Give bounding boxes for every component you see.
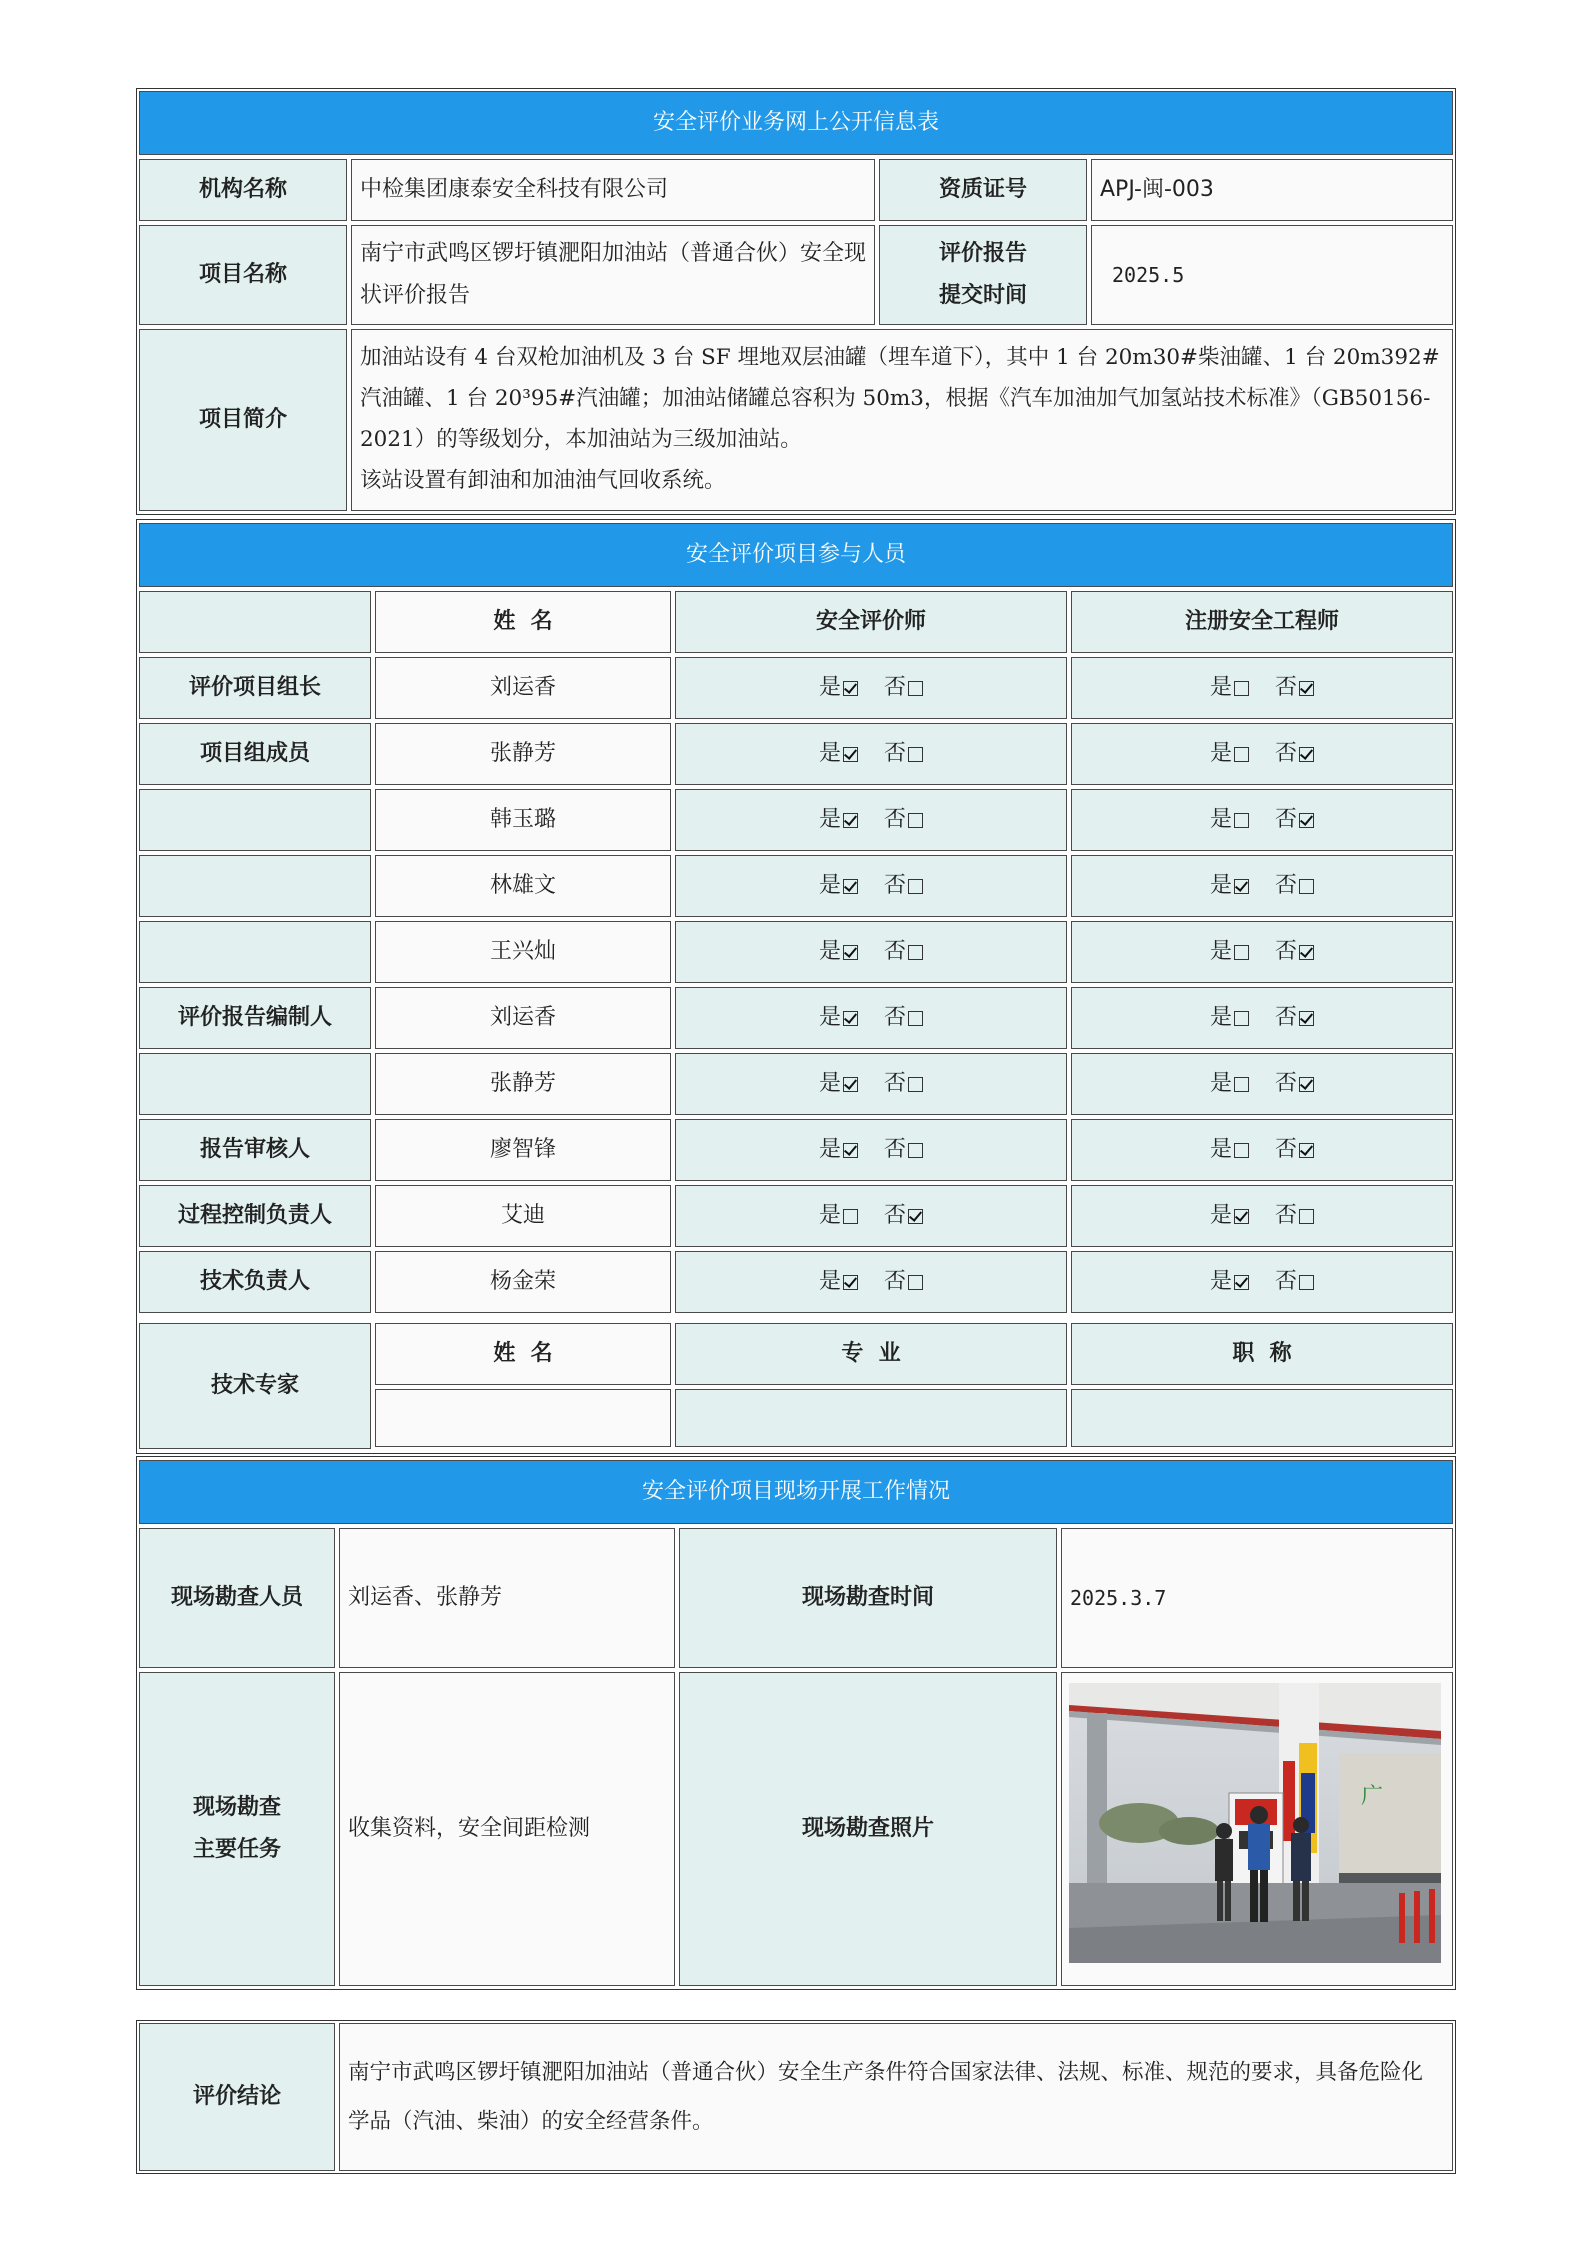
evaluator-5-yes-option [819,1000,858,1035]
engineer-5-no-text: 否 [1275,1005,1298,1031]
engineer-7-yes-option [1210,1132,1249,1167]
engineer-2-yes-text: 是 [1209,807,1232,833]
submit-time-label [879,225,1087,325]
cert-number-label: 资质证号 [879,159,1087,221]
engineer-8-no-checkbox-icon [1299,1209,1314,1224]
participant-role-cell: 技术负责人 [139,1251,371,1313]
evaluator-7-yes-checkbox-icon [843,1143,858,1158]
engineer-4-no-option [1275,934,1314,969]
evaluator-4-no-checkbox-icon [908,945,923,960]
engineer-3-no-text: 否 [1275,873,1298,899]
participant-role-cell: 过程控制负责人 [139,1185,371,1247]
engineer-3-yes-text: 是 [1209,873,1232,899]
participants-header-engineer: 注册安全工程师 [1071,591,1453,653]
engineer-0-no-checkbox-icon [1299,681,1314,696]
engineer-4-yes-checkbox-icon [1234,945,1249,960]
participant-evaluator-cell [675,1251,1067,1313]
evaluator-2-yes-text: 是 [818,807,841,833]
engineer-5-no-option [1275,1000,1314,1035]
engineer-6-no-checkbox-icon [1299,1077,1314,1092]
gas-station-photo-illustration [1069,1683,1441,1963]
conclusion-section [136,2020,1456,2174]
site-task-label-line1: 现场勘查 [192,1794,281,1821]
evaluator-5-no-option [884,1000,923,1035]
engineer-5-yes-text: 是 [1209,1005,1232,1031]
evaluator-9-no-text: 否 [884,1269,907,1295]
evaluator-0-no-text: 否 [884,675,907,701]
engineer-1-no-text: 否 [1275,741,1298,767]
info-table-section [136,88,1456,515]
evaluator-4-yes-text: 是 [818,939,841,965]
engineer-1-yes-text: 是 [1209,741,1232,767]
evaluator-8-yes-option [819,1198,858,1233]
evaluator-5-yes-text: 是 [818,1005,841,1031]
engineer-6-no-text: 否 [1275,1071,1298,1097]
evaluator-9-yes-checkbox-icon [843,1275,858,1290]
evaluator-3-no-option [884,868,923,903]
svg-text:广: 广 [1361,1784,1384,1809]
participant-engineer-cell [1071,987,1453,1049]
evaluator-0-no-checkbox-icon [908,681,923,696]
participant-engineer-cell [1071,789,1453,851]
site-task-label-line2: 主要任务 [192,1836,281,1862]
engineer-7-yes-checkbox-icon [1234,1143,1249,1158]
engineer-6-yes-option [1210,1066,1249,1101]
participant-name-cell: 刘运香 [375,657,671,719]
engineer-0-checkboxes [1210,670,1314,705]
evaluator-2-checkboxes [819,802,923,837]
evaluator-1-no-text: 否 [884,741,907,767]
project-intro-paragraph-1: 加油站设有 4 台双枪加油机及 3 台 SF 埋地双层油罐（埋车道下），其中 1 台 20m30#柴油罐、1 台 20m392#汽油罐、1 台 20³95#汽油罐；加油站储罐总容积为 50m3，根据《汽车加油加气加氢站技术标准》（GB50156-2021）的等级划分，本加油站为三级加油站。 [360,345,1440,452]
participant-engineer-cell [1071,1251,1453,1313]
engineer-9-no-option [1275,1264,1314,1299]
engineer-2-yes-option [1210,802,1249,837]
evaluator-1-yes-text: 是 [818,741,841,767]
evaluator-0-yes-text: 是 [818,675,841,701]
engineer-9-yes-checkbox-icon [1234,1275,1249,1290]
evaluator-9-checkboxes [819,1264,923,1299]
engineer-1-no-option [1275,736,1314,771]
evaluator-6-yes-option [819,1066,858,1101]
participant-engineer-cell [1071,1185,1453,1247]
project-intro-paragraph-2: 该站设置有卸油和加油油气回收系统。 [360,467,726,493]
expert-header-major: 专 业 [675,1323,1067,1385]
site-work-title: 安全评价项目现场开展工作情况 [139,1460,1453,1524]
engineer-2-no-option [1275,802,1314,837]
engineer-4-no-checkbox-icon [1299,945,1314,960]
engineer-4-no-text: 否 [1275,939,1298,965]
site-task-label [139,1672,335,1986]
evaluator-4-checkboxes [819,934,923,969]
evaluator-3-yes-option [819,868,858,903]
engineer-3-yes-option [1210,868,1249,903]
engineer-0-yes-option [1210,670,1249,705]
evaluator-5-checkboxes [819,1000,923,1035]
tech-expert-label: 技术专家 [139,1323,371,1449]
evaluator-9-yes-option [819,1264,858,1299]
site-staff-value: 刘运香、张静芳 [339,1528,675,1668]
evaluator-8-no-text: 否 [884,1203,907,1229]
evaluator-7-no-text: 否 [884,1137,907,1163]
conclusion-value: 南宁市武鸣区锣圩镇淝阳加油站（普通合伙）安全生产条件符合国家法律、法规、标准、规范的要求，具备危险化学品（汽油、柴油）的安全经营条件。 [339,2023,1453,2171]
evaluator-1-no-option [884,736,923,771]
submit-time-value: 2025.5 [1091,225,1453,325]
expert-title-cell [1071,1389,1453,1447]
participant-evaluator-cell [675,1053,1067,1115]
participant-role-cell [139,789,371,851]
evaluator-7-no-option [884,1132,923,1167]
project-name-value: 南宁市武鸣区锣圩镇淝阳加油站（普通合伙）安全现状评价报告 [351,225,875,325]
info-table-title: 安全评价业务网上公开信息表 [139,91,1453,155]
engineer-5-yes-checkbox-icon [1234,1011,1249,1026]
evaluator-1-no-checkbox-icon [908,747,923,762]
participant-evaluator-cell [675,1119,1067,1181]
engineer-0-yes-text: 是 [1209,675,1232,701]
engineer-8-yes-checkbox-icon [1234,1209,1249,1224]
evaluator-7-checkboxes [819,1132,923,1167]
participant-role-cell: 项目组成员 [139,723,371,785]
evaluator-4-yes-checkbox-icon [843,945,858,960]
expert-header-title: 职 称 [1071,1323,1453,1385]
engineer-9-yes-option [1210,1264,1249,1299]
engineer-8-yes-text: 是 [1209,1203,1232,1229]
participant-evaluator-cell [675,723,1067,785]
engineer-6-no-option [1275,1066,1314,1101]
evaluator-5-yes-checkbox-icon [843,1011,858,1026]
engineer-6-yes-text: 是 [1209,1071,1232,1097]
engineer-1-yes-checkbox-icon [1234,747,1249,762]
engineer-9-no-text: 否 [1275,1269,1298,1295]
engineer-0-yes-checkbox-icon [1234,681,1249,696]
evaluator-7-yes-text: 是 [818,1137,841,1163]
engineer-2-yes-checkbox-icon [1234,813,1249,828]
participant-role-cell: 评价报告编制人 [139,987,371,1049]
engineer-7-no-text: 否 [1275,1137,1298,1163]
evaluator-2-no-option [884,802,923,837]
evaluator-3-yes-text: 是 [818,873,841,899]
evaluator-6-no-checkbox-icon [908,1077,923,1092]
engineer-1-yes-option [1210,736,1249,771]
submit-time-label-line1: 评价报告 [938,240,1027,267]
participant-name-cell: 杨金荣 [375,1251,671,1313]
participant-evaluator-cell [675,657,1067,719]
participant-name-cell: 王兴灿 [375,921,671,983]
participant-role-cell: 评价项目组长 [139,657,371,719]
participant-name-cell: 刘运香 [375,987,671,1049]
evaluator-3-yes-checkbox-icon [843,879,858,894]
engineer-3-yes-checkbox-icon [1234,879,1249,894]
submit-time-label-line2: 提交时间 [938,282,1027,308]
engineer-7-no-option [1275,1132,1314,1167]
evaluator-0-yes-option [819,670,858,705]
participant-name-cell: 艾迪 [375,1185,671,1247]
expert-header-name: 姓 名 [375,1323,671,1385]
evaluator-6-checkboxes [819,1066,923,1101]
evaluator-1-checkboxes [819,736,923,771]
participant-evaluator-cell [675,921,1067,983]
evaluator-2-yes-checkbox-icon [843,813,858,828]
expert-major-cell [675,1389,1067,1447]
evaluator-8-yes-checkbox-icon [843,1209,858,1224]
engineer-2-no-checkbox-icon [1299,813,1314,828]
participants-header-name: 姓 名 [375,591,671,653]
participant-evaluator-cell [675,855,1067,917]
participants-section [136,519,1456,1454]
evaluator-5-no-checkbox-icon [908,1011,923,1026]
engineer-8-checkboxes [1210,1198,1314,1233]
participant-evaluator-cell [675,987,1067,1049]
evaluator-3-checkboxes [819,868,923,903]
site-photo-label: 现场勘查照片 [679,1672,1057,1986]
evaluator-8-no-checkbox-icon [908,1209,923,1224]
evaluator-6-no-option [884,1066,923,1101]
participants-header-blank [139,591,371,653]
site-task-value: 收集资料，安全间距检测 [339,1672,675,1986]
participant-engineer-cell [1071,1119,1453,1181]
site-staff-label: 现场勘查人员 [139,1528,335,1668]
participant-role-cell [139,921,371,983]
evaluator-2-no-text: 否 [884,807,907,833]
participant-evaluator-cell [675,1185,1067,1247]
evaluator-9-yes-text: 是 [818,1269,841,1295]
participant-role-cell [139,855,371,917]
engineer-7-no-checkbox-icon [1299,1143,1314,1158]
engineer-5-no-checkbox-icon [1299,1011,1314,1026]
evaluator-0-yes-checkbox-icon [843,681,858,696]
project-intro-value [351,329,1453,511]
cert-number-value: APJ-闽-003 [1091,159,1453,221]
engineer-0-no-text: 否 [1275,675,1298,701]
engineer-2-checkboxes [1210,802,1314,837]
engineer-9-no-checkbox-icon [1299,1275,1314,1290]
conclusion-label: 评价结论 [139,2023,335,2171]
evaluator-2-no-checkbox-icon [908,813,923,828]
evaluator-6-no-text: 否 [884,1071,907,1097]
evaluator-7-no-checkbox-icon [908,1143,923,1158]
engineer-6-yes-checkbox-icon [1234,1077,1249,1092]
site-photo-cell [1061,1672,1453,1986]
evaluator-7-yes-option [819,1132,858,1167]
participant-engineer-cell [1071,723,1453,785]
evaluator-8-checkboxes [819,1198,923,1233]
engineer-1-no-checkbox-icon [1299,747,1314,762]
org-name-value: 中检集团康泰安全科技有限公司 [351,159,875,221]
evaluator-6-yes-checkbox-icon [843,1077,858,1092]
engineer-6-checkboxes [1210,1066,1314,1101]
engineer-5-yes-option [1210,1000,1249,1035]
participant-role-cell [139,1053,371,1115]
participant-role-cell: 报告审核人 [139,1119,371,1181]
evaluator-1-yes-option [819,736,858,771]
engineer-3-no-option [1275,868,1314,903]
org-name-label: 机构名称 [139,159,347,221]
evaluator-3-no-text: 否 [884,873,907,899]
participant-engineer-cell [1071,855,1453,917]
participant-name-cell: 林雄文 [375,855,671,917]
engineer-8-yes-option [1210,1198,1249,1233]
engineer-9-yes-text: 是 [1209,1269,1232,1295]
engineer-4-yes-option [1210,934,1249,969]
evaluator-8-no-option [884,1198,923,1233]
participant-name-cell: 张静芳 [375,723,671,785]
evaluator-0-checkboxes [819,670,923,705]
expert-name-cell [375,1389,671,1447]
evaluator-2-yes-option [819,802,858,837]
evaluator-4-no-text: 否 [884,939,907,965]
participant-name-cell: 廖智锋 [375,1119,671,1181]
engineer-9-checkboxes [1210,1264,1314,1299]
participant-engineer-cell [1071,657,1453,719]
participants-header-evaluator: 安全评价师 [675,591,1067,653]
evaluator-4-yes-option [819,934,858,969]
participant-name-cell: 张静芳 [375,1053,671,1115]
engineer-1-checkboxes [1210,736,1314,771]
engineer-7-checkboxes [1210,1132,1314,1167]
site-time-value: 2025.3.7 [1061,1528,1453,1668]
evaluator-1-yes-checkbox-icon [843,747,858,762]
engineer-3-no-checkbox-icon [1299,879,1314,894]
engineer-4-yes-text: 是 [1209,939,1232,965]
engineer-7-yes-text: 是 [1209,1137,1232,1163]
evaluator-8-yes-text: 是 [818,1203,841,1229]
evaluator-9-no-option [884,1264,923,1299]
evaluator-4-no-option [884,934,923,969]
engineer-3-checkboxes [1210,868,1314,903]
engineer-0-no-option [1275,670,1314,705]
site-photo [1069,1683,1441,1963]
evaluator-9-no-checkbox-icon [908,1275,923,1290]
engineer-5-checkboxes [1210,1000,1314,1035]
participant-engineer-cell [1071,1053,1453,1115]
site-work-section [136,1456,1456,1990]
participants-title: 安全评价项目参与人员 [139,523,1453,587]
engineer-8-no-text: 否 [1275,1203,1298,1229]
project-name-label: 项目名称 [139,225,347,325]
engineer-2-no-text: 否 [1275,807,1298,833]
evaluator-3-no-checkbox-icon [908,879,923,894]
evaluator-0-no-option [884,670,923,705]
evaluator-5-no-text: 否 [884,1005,907,1031]
evaluator-6-yes-text: 是 [818,1071,841,1097]
project-intro-label: 项目简介 [139,329,347,511]
participant-name-cell: 韩玉璐 [375,789,671,851]
participant-evaluator-cell [675,789,1067,851]
participant-engineer-cell [1071,921,1453,983]
engineer-8-no-option [1275,1198,1314,1233]
engineer-4-checkboxes [1210,934,1314,969]
site-time-label: 现场勘查时间 [679,1528,1057,1668]
